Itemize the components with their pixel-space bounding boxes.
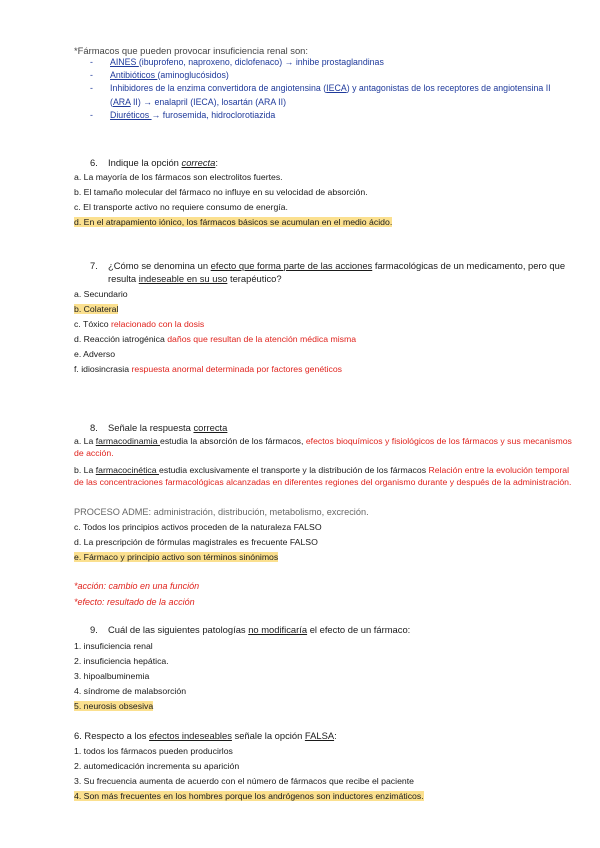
q8-option-b: b. La farmacocinética estudia exclusivamente el transporte y la distribución de los fármacos Relación entre la evolución temporal de las concentraciones farmacológicas alcanzadas en diferentes regiones del organismo durante y después de la administración.: [74, 465, 572, 487]
note-efecto: *efecto: resultado de la acción: [74, 597, 195, 607]
q7-option-e: e. Adverso: [74, 349, 116, 359]
q10-option-4: 4. Son más frecuentes en los hombres porque los andrógenos son inductores enzimáticos.: [74, 791, 424, 801]
q7-option-f: f. idiosincrasia respuesta anormal determinada por factores genéticos: [74, 364, 343, 374]
question-7: 7. ¿Cómo se denomina un efecto que forma parte de las acciones farmacológicas de un medicamento, pero que resulta indeseable en su uso terapéutico?: [90, 260, 566, 284]
q10-option-2: 2. automedicación incrementa su aparición: [74, 761, 240, 771]
farmacos-list: [90, 56, 560, 122]
list-item: - Diuréticos → furosemida, hidroclorotiazida: [90, 109, 560, 122]
question-8: 8. Señale la respuesta correcta: [90, 422, 228, 433]
q8-option-e: e. Fármaco y principio activo son términos sinónimos: [74, 552, 279, 562]
q9-option-5: 5. neurosis obsesiva: [74, 701, 154, 711]
intro-text: *Fármacos que pueden provocar insuficiencia renal son:: [74, 45, 308, 56]
list-item: - Inhibidores de la enzima convertidora de angiotensina (IECA) y antagonistas de los receptores de angiotensina II (ARA II) → enalapril (IECA), losartán (ARA II): [90, 82, 560, 108]
q6-option-c: c. El transporte activo no requiere consumo de energía.: [74, 202, 288, 212]
diureticos-link[interactable]: Diuréticos: [110, 109, 152, 120]
list-item: - Antibióticos (aminoglucósidos): [90, 69, 560, 82]
note-accion: *acción: cambio en una función: [74, 581, 200, 591]
q6-option-b: b. El tamaño molecular del fármaco no influye en su velocidad de absorción.: [74, 187, 368, 197]
question-9: 9. Cuál de las siguientes patologías no modificaría el efecto de un fármaco:: [90, 624, 411, 635]
q7-option-b: b. Colateral: [74, 304, 119, 314]
q8-option-c: c. Todos los principios activos proceden de la naturaleza FALSO: [74, 522, 322, 532]
q9-option-3: 3. hipoalbuminemia: [74, 671, 150, 681]
question-6: 6. Indique la opción correcta:: [90, 157, 218, 168]
question-10: 6. Respecto a los efectos indeseables señale la opción FALSA:: [74, 730, 337, 741]
q8-option-a: a. La farmacodinamia estudia la absorción de los fármacos, efectos bioquímicos y fisiológicos de los fármacos y sus mecanismos de acción.: [74, 436, 572, 458]
q8-option-d: d. La prescripción de fórmulas magistrales es frecuente FALSO: [74, 537, 318, 547]
q9-option-2: 2. insuficiencia hepática.: [74, 656, 169, 666]
ara-link[interactable]: ARA: [112, 96, 131, 107]
adme-process: PROCESO ADME: administración, distribución, metabolismo, excreción.: [74, 507, 369, 517]
q9-option-1: 1. insuficiencia renal: [74, 641, 153, 651]
q6-option-a: a. La mayoría de los fármacos son electrolitos fuertes.: [74, 172, 283, 182]
q7-option-a: a. Secundario: [74, 289, 128, 299]
q7-option-d: d. Reacción iatrogénica daños que resultan de la atención médica misma: [74, 334, 357, 344]
aines-link[interactable]: AINES: [110, 57, 139, 67]
q10-option-3: 3. Su frecuencia aumenta de acuerdo con el número de fármacos que recibe el paciente: [74, 776, 414, 786]
q9-option-4: 4. síndrome de malabsorción: [74, 686, 187, 696]
q7-option-c: c. Tóxico relacionado con la dosis: [74, 319, 205, 329]
ieca-link[interactable]: IECA: [326, 83, 347, 94]
antibioticos-link[interactable]: Antibióticos: [110, 70, 158, 81]
q6-option-d: d. En el atrapamiento iónico, los fármacos básicos se acumulan en el medio ácido.: [74, 217, 393, 227]
q10-option-1: 1. todos los fármacos pueden producirlos: [74, 746, 233, 756]
list-item: - AINES (ibuprofeno, naproxeno, diclofenaco) → inhibe prostaglandinas: [90, 56, 560, 69]
